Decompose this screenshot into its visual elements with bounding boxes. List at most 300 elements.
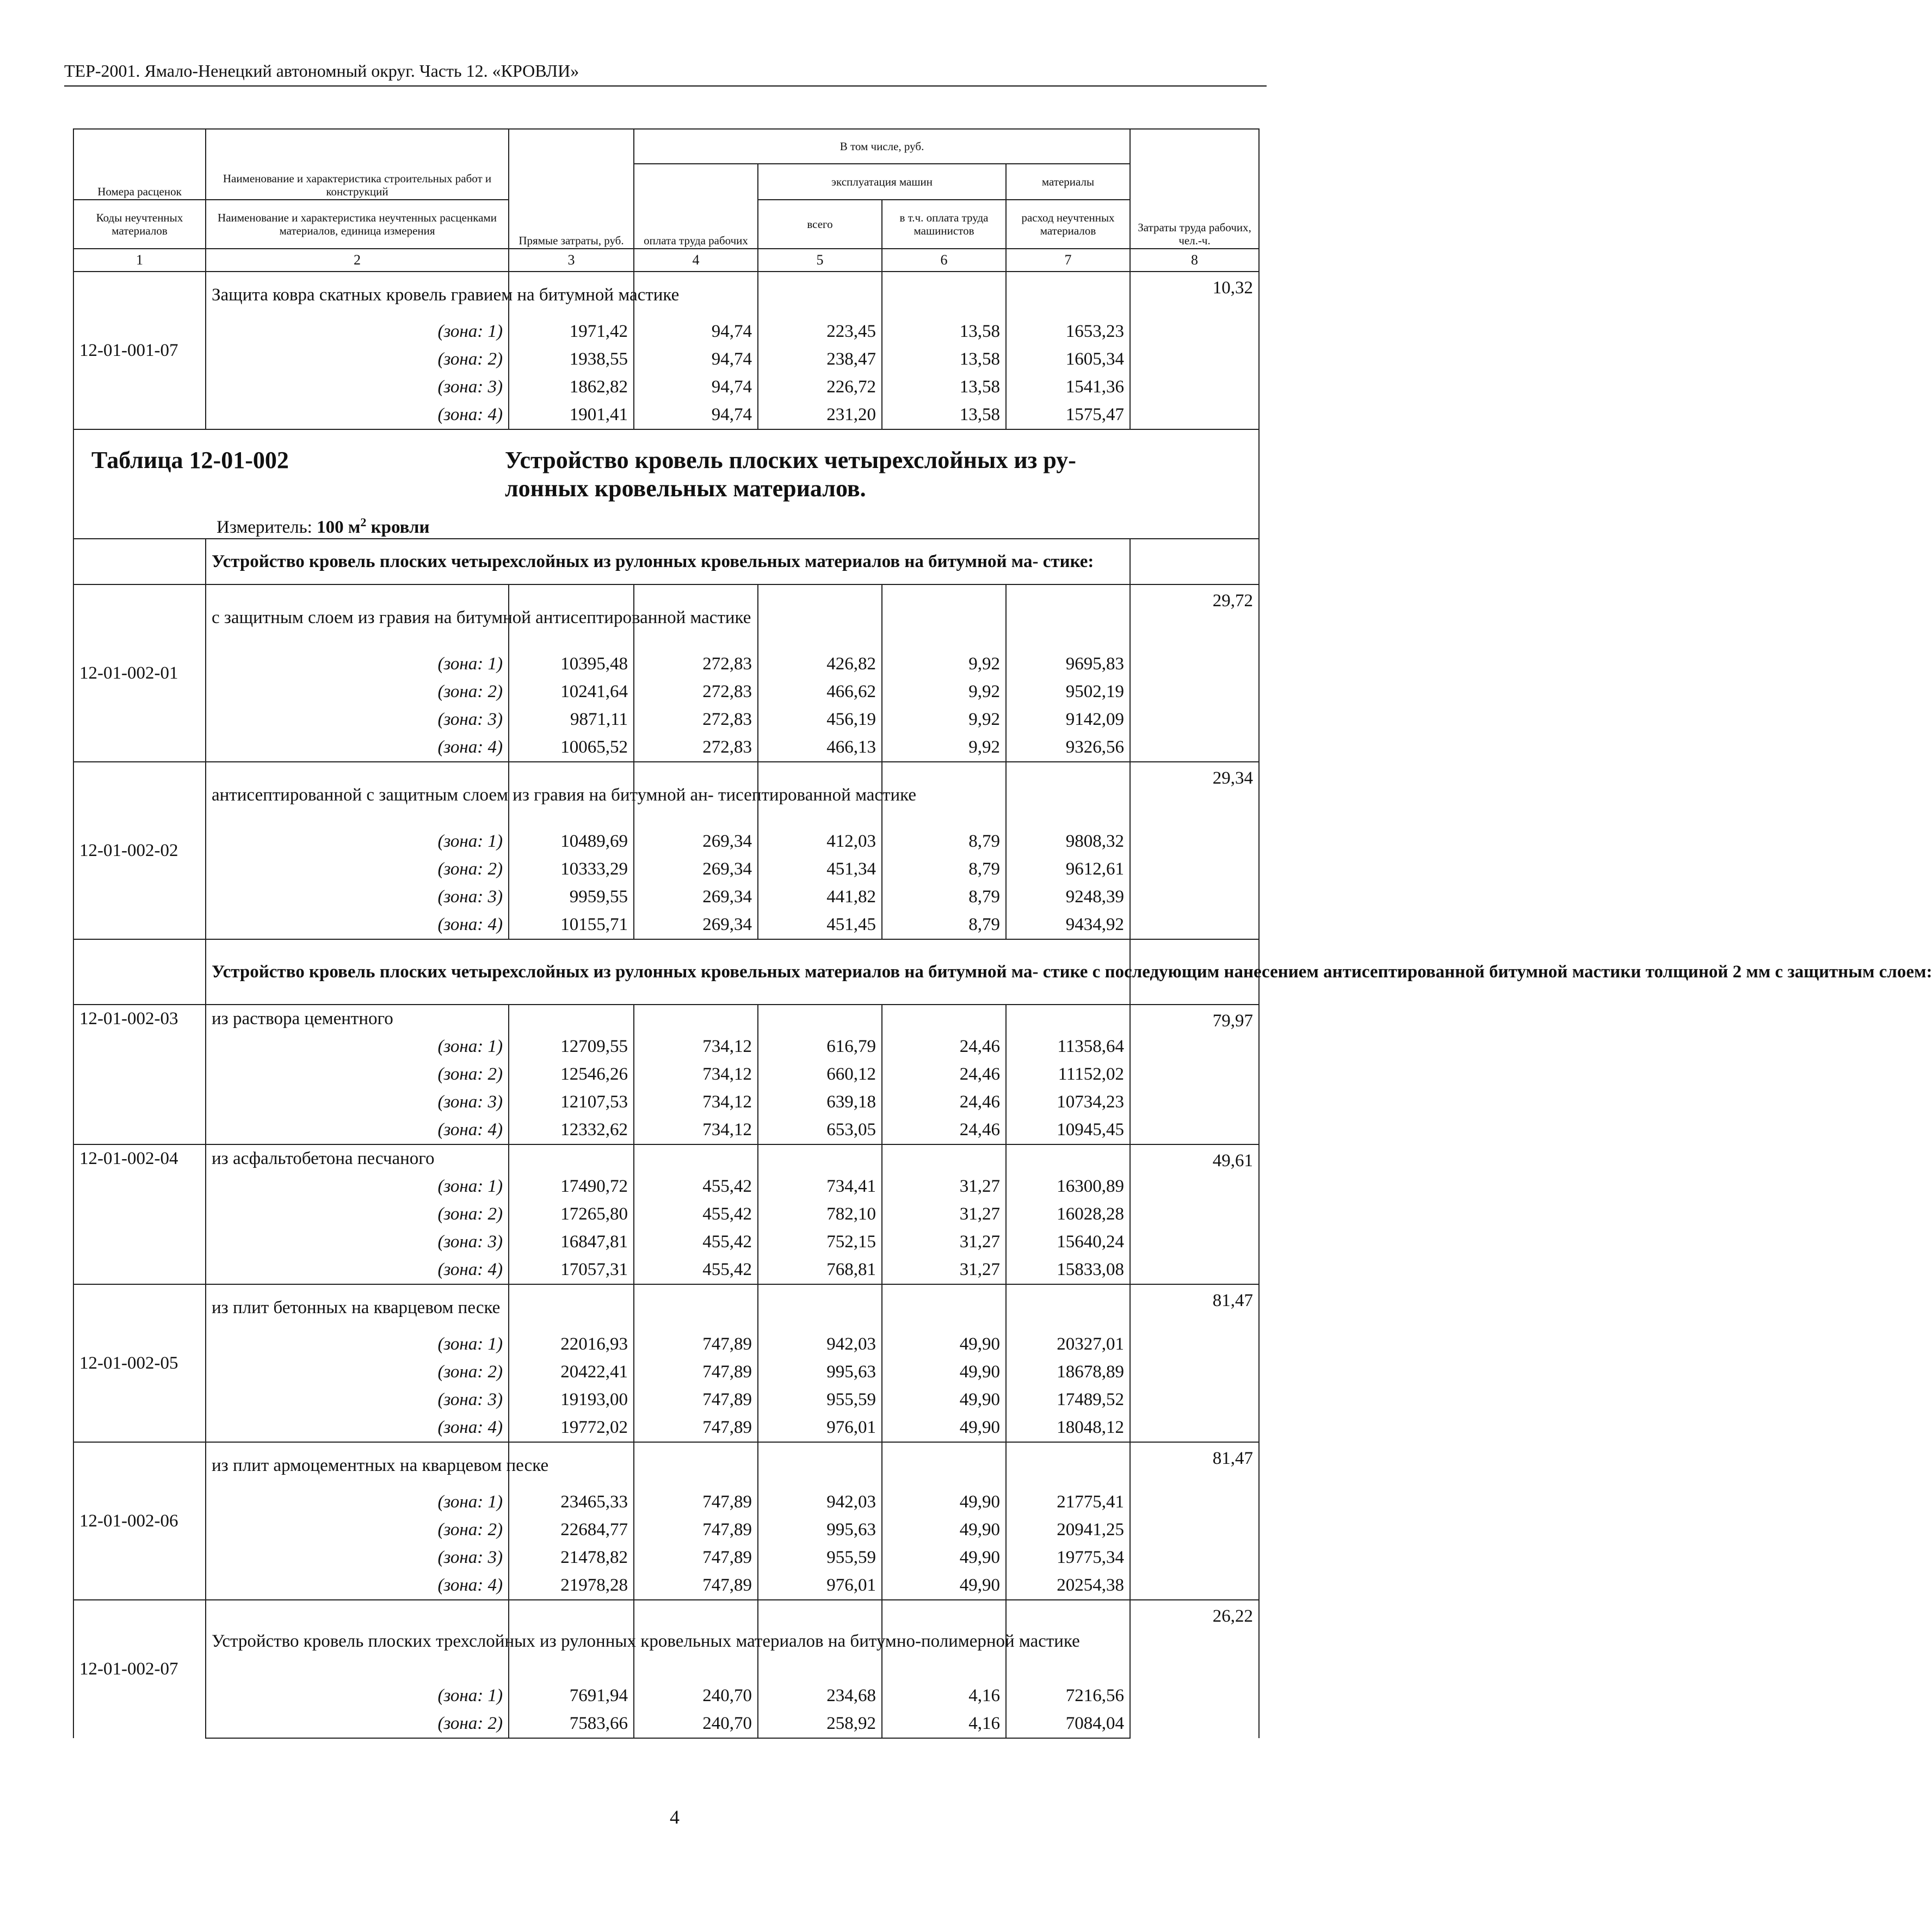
operator-pay-value: 24,46 [882,1088,1006,1116]
col-number: 4 [634,249,758,272]
rate-row [73,1442,1259,1488]
materials-value: 10734,23 [1006,1088,1130,1116]
materials-value: 11152,02 [1006,1061,1130,1088]
col-number: 7 [1006,249,1130,272]
zone-label: (зона: 4) [206,401,509,429]
worker-pay-value: 272,83 [634,706,758,734]
zone-row [73,828,1259,855]
empty-cell [1006,1442,1130,1488]
zone-row [73,1488,1259,1516]
worker-pay-value: 455,42 [634,1173,758,1200]
col-number: 8 [1130,249,1259,272]
zone-row [73,1061,1259,1088]
zone-label: (зона: 3) [206,1386,509,1414]
unaccounted-materials-header: расход неучтенных материалов [1006,200,1130,249]
empty-cell [1006,1005,1130,1033]
materials-value: 20327,01 [1006,1331,1130,1358]
direct-costs-value: 21478,82 [509,1544,634,1572]
operator-pay-value: 13,58 [882,373,1006,401]
operator-pay-value: 24,46 [882,1061,1006,1088]
work-name: из раствора цементного [206,1005,509,1033]
worker-pay-value: 269,34 [634,855,758,883]
operator-pay-value: 13,58 [882,346,1006,373]
zone-row [73,706,1259,734]
work-name: из плит бетонных на кварцевом песке [206,1284,509,1331]
operator-pay-value: 49,90 [882,1572,1006,1600]
machines-total-value: 752,15 [758,1228,882,1256]
material-names-header: Наименование и характеристика неучтенных расценками материалов, единица измерения [206,200,509,249]
worker-pay-value: 747,89 [634,1544,758,1572]
direct-costs-value: 12546,26 [509,1061,634,1088]
direct-costs-value: 17057,31 [509,1256,634,1284]
zone-row [73,1088,1259,1116]
meter-label: Измеритель: [217,518,312,537]
rate-code: 12-01-001-07 [73,272,206,429]
worker-pay-value: 455,42 [634,1228,758,1256]
zone-row [73,346,1259,373]
empty-cell [882,584,1006,650]
machines-total-value: 616,79 [758,1033,882,1061]
empty-cell [1006,1284,1130,1331]
rate-code: 12-01-002-07 [73,1600,206,1738]
materials-value: 11358,64 [1006,1033,1130,1061]
machines-total-value: 995,63 [758,1358,882,1386]
zone-label: (зона: 1) [206,1682,509,1710]
zone-row [73,911,1259,939]
empty-cell [1006,584,1130,650]
operator-pay-value: 49,90 [882,1414,1006,1442]
direct-costs-value: 12332,62 [509,1116,634,1144]
zone-row [73,401,1259,429]
section-heading: Устройство кровель плоских четырехслойных из рулонных кровельных материалов на битумной ма- стике с последующим нанесением антисептированной битумной мастики толщиной 2 мм с защитным слоем: [206,939,1130,1005]
empty-cell [634,1284,758,1331]
machines-total-value: 466,13 [758,734,882,762]
zone-label: (зона: 4) [206,911,509,939]
machines-total-value: 639,18 [758,1088,882,1116]
direct-costs-value: 12107,53 [509,1088,634,1116]
labor-costs: 81,47 [1130,1284,1259,1442]
machines-total-value: 258,92 [758,1710,882,1738]
rate-row [73,272,1259,318]
worker-pay-value: 747,89 [634,1331,758,1358]
zone-label: (зона: 1) [206,828,509,855]
direct-costs-value: 10241,64 [509,678,634,706]
rate-row [73,584,1259,650]
empty-cell [758,1005,882,1033]
zone-row [73,1173,1259,1200]
direct-costs-header: Прямые затраты, руб. [509,129,634,249]
materials-value: 7084,04 [1006,1710,1130,1738]
materials-value: 1541,36 [1006,373,1130,401]
zone-label: (зона: 2) [206,1061,509,1088]
zone-label: (зона: 3) [206,1088,509,1116]
operator-pay-value: 24,46 [882,1116,1006,1144]
machines-total-value: 226,72 [758,373,882,401]
zone-row [73,318,1259,346]
section-row [73,539,1259,584]
labor-costs: 81,47 [1130,1442,1259,1600]
zone-label: (зона: 4) [206,1256,509,1284]
rate-numbers-header: Номера расценок [73,129,206,200]
direct-costs-value: 9871,11 [509,706,634,734]
zone-label: (зона: 4) [206,1572,509,1600]
labor-costs-header: Затраты труда рабочих, чел.-ч. [1130,129,1259,249]
direct-costs-value: 22684,77 [509,1516,634,1544]
section-row [73,939,1259,1005]
zone-row [73,650,1259,678]
meter-unit: кровли [371,518,430,537]
operator-pay-value: 49,90 [882,1516,1006,1544]
worker-pay-header: оплата труда рабочих [634,164,758,249]
operator-pay-value: 9,92 [882,678,1006,706]
direct-costs-value: 16847,81 [509,1228,634,1256]
rate-code: 12-01-002-02 [73,762,206,939]
worker-pay-value: 747,89 [634,1488,758,1516]
worker-pay-value: 747,89 [634,1572,758,1600]
col-number: 1 [73,249,206,272]
zone-row [73,1200,1259,1228]
rate-row [73,1600,1259,1682]
labor-costs: 26,22 [1130,1600,1259,1738]
worker-pay-value: 734,12 [634,1033,758,1061]
machines-total-value: 976,01 [758,1414,882,1442]
work-name: с защитным слоем из гравия на битумной антисептированной мастике [206,584,509,650]
empty-cell [1006,1144,1130,1173]
operator-pay-value: 4,16 [882,1710,1006,1738]
materials-value: 20941,25 [1006,1516,1130,1544]
direct-costs-value: 20422,41 [509,1358,634,1386]
table-header [73,129,1259,272]
rate-code: 12-01-002-05 [73,1284,206,1442]
zone-row [73,1414,1259,1442]
empty-cell [1006,762,1130,828]
zone-label: (зона: 2) [206,1200,509,1228]
labor-costs: 49,61 [1130,1144,1259,1284]
rate-code: 12-01-002-04 [73,1144,206,1284]
zone-row [73,883,1259,911]
work-name: из плит армоцементных на кварцевом песке [206,1442,509,1488]
operator-pay-value: 13,58 [882,401,1006,429]
direct-costs-value: 1901,41 [509,401,634,429]
table-caption: Таблица 12-01-002 [91,447,289,473]
empty-cell [882,1144,1006,1173]
machines-total-value: 234,68 [758,1682,882,1710]
empty-cell [882,1284,1006,1331]
zone-row [73,1710,1259,1738]
operator-pay-value: 49,90 [882,1331,1006,1358]
worker-pay-value: 272,83 [634,678,758,706]
worker-pay-value: 269,34 [634,911,758,939]
machines-total-value: 426,82 [758,650,882,678]
machines-total-value: 782,10 [758,1200,882,1228]
empty-cell [882,1442,1006,1488]
work-name-header: Наименование и характеристика строительных работ и конструкций [206,129,509,200]
operator-pay-value: 49,90 [882,1386,1006,1414]
operator-pay-value: 49,90 [882,1358,1006,1386]
direct-costs-value: 1862,82 [509,373,634,401]
worker-pay-value: 94,74 [634,401,758,429]
zone-label: (зона: 2) [206,346,509,373]
materials-header: материалы [1006,164,1130,200]
zone-label: (зона: 1) [206,650,509,678]
empty-cell [758,1284,882,1331]
col-number: 2 [206,249,509,272]
operator-pay-header: в т.ч. оплата труда машинистов [882,200,1006,249]
zone-label: (зона: 2) [206,1710,509,1738]
empty-cell [509,1284,634,1331]
meter-sup: 2 [360,515,367,529]
zone-label: (зона: 4) [206,1116,509,1144]
empty-cell [758,584,882,650]
materials-value: 20254,38 [1006,1572,1130,1600]
direct-costs-value: 10333,29 [509,855,634,883]
worker-pay-value: 94,74 [634,318,758,346]
worker-pay-value: 272,83 [634,650,758,678]
empty-cell [1130,539,1259,584]
materials-value: 9248,39 [1006,883,1130,911]
rate-row [73,762,1259,828]
worker-pay-value: 94,74 [634,346,758,373]
worker-pay-value: 747,89 [634,1386,758,1414]
machines-total-value: 466,62 [758,678,882,706]
labor-costs: 29,34 [1130,762,1259,939]
machines-total-value: 441,82 [758,883,882,911]
empty-cell [73,939,206,1005]
rate-code: 12-01-002-03 [73,1005,206,1144]
operator-pay-value: 31,27 [882,1228,1006,1256]
direct-costs-value: 10489,69 [509,828,634,855]
total-header: всего [758,200,882,249]
materials-value: 16028,28 [1006,1200,1130,1228]
incl-rub-header: В том числе, руб. [634,129,1130,164]
zone-row [73,373,1259,401]
machines-total-value: 238,47 [758,346,882,373]
labor-costs: 79,97 [1130,1005,1259,1144]
materials-value: 9326,56 [1006,734,1130,762]
materials-value: 18678,89 [1006,1358,1130,1386]
materials-value: 1575,47 [1006,401,1130,429]
zone-label: (зона: 2) [206,1516,509,1544]
machines-total-value: 942,03 [758,1331,882,1358]
meter-value: 100 м [317,518,361,537]
empty-cell [634,1005,758,1033]
operator-pay-value: 4,16 [882,1682,1006,1710]
materials-value: 16300,89 [1006,1173,1130,1200]
direct-costs-value: 9959,55 [509,883,634,911]
empty-cell [758,1442,882,1488]
machines-total-value: 412,03 [758,828,882,855]
machines-total-value: 942,03 [758,1488,882,1516]
materials-value: 15640,24 [1006,1228,1130,1256]
machines-total-value: 231,20 [758,401,882,429]
col-number: 5 [758,249,882,272]
operator-pay-value: 31,27 [882,1256,1006,1284]
empty-cell [758,1144,882,1173]
zone-label: (зона: 1) [206,1033,509,1061]
zone-label: (зона: 3) [206,1228,509,1256]
direct-costs-value: 12709,55 [509,1033,634,1061]
operator-pay-value: 8,79 [882,855,1006,883]
direct-costs-value: 17490,72 [509,1173,634,1200]
machine-ops-header: эксплуатация машин [758,164,1006,200]
materials-value: 10945,45 [1006,1116,1130,1144]
worker-pay-value: 734,12 [634,1061,758,1088]
zone-label: (зона: 2) [206,1358,509,1386]
direct-costs-value: 1938,55 [509,346,634,373]
empty-cell [73,539,206,584]
zone-label: (зона: 3) [206,706,509,734]
zone-label: (зона: 2) [206,855,509,883]
table-heading: Устройство кровель плоских четырехслойных из ру- лонных кровельных материалов. [505,447,1076,502]
materials-value: 9502,19 [1006,678,1130,706]
machines-total-value: 223,45 [758,318,882,346]
zone-row [73,734,1259,762]
direct-costs-value: 1971,42 [509,318,634,346]
zone-row [73,1228,1259,1256]
machines-total-value: 768,81 [758,1256,882,1284]
worker-pay-value: 240,70 [634,1682,758,1710]
page-number: 4 [670,1806,680,1828]
table-title-row [73,429,1259,539]
operator-pay-value: 13,58 [882,318,1006,346]
zone-row [73,1682,1259,1710]
machines-total-value: 451,34 [758,855,882,883]
direct-costs-value: 10395,48 [509,650,634,678]
empty-cell [509,1005,634,1033]
zone-row [73,1516,1259,1544]
direct-costs-value: 10155,71 [509,911,634,939]
zone-row [73,1572,1259,1600]
materials-value: 18048,12 [1006,1414,1130,1442]
machines-total-value: 955,59 [758,1544,882,1572]
work-name: из асфальтобетона песчаного [206,1144,509,1173]
labor-costs: 10,32 [1130,272,1259,429]
direct-costs-value: 19193,00 [509,1386,634,1414]
worker-pay-value: 269,34 [634,883,758,911]
zone-row [73,1256,1259,1284]
rate-code: 12-01-002-06 [73,1442,206,1600]
machines-total-value: 995,63 [758,1516,882,1544]
direct-costs-value: 10065,52 [509,734,634,762]
materials-value: 9434,92 [1006,911,1130,939]
machines-total-value: 734,41 [758,1173,882,1200]
zone-row [73,1358,1259,1386]
direct-costs-value: 22016,93 [509,1331,634,1358]
zone-row [73,1033,1259,1061]
worker-pay-value: 269,34 [634,828,758,855]
operator-pay-value: 49,90 [882,1544,1006,1572]
zone-label: (зона: 1) [206,318,509,346]
empty-cell [882,1005,1006,1033]
operator-pay-value: 31,27 [882,1173,1006,1200]
rate-code: 12-01-002-01 [73,584,206,762]
col-number: 3 [509,249,634,272]
work-name: Защита ковра скатных кровель гравием на битумной мастике [206,272,509,318]
empty-cell [634,1144,758,1173]
materials-value: 9142,09 [1006,706,1130,734]
worker-pay-value: 240,70 [634,1710,758,1738]
table-title-cell [73,429,1259,539]
machines-total-value: 955,59 [758,1386,882,1414]
zone-label: (зона: 1) [206,1331,509,1358]
work-name: антисептированной с защитным слоем из гравия на битумной ан- тисептированной мастике [206,762,509,828]
machines-total-value: 653,05 [758,1116,882,1144]
worker-pay-value: 734,12 [634,1116,758,1144]
zone-label: (зона: 3) [206,373,509,401]
machines-total-value: 976,01 [758,1572,882,1600]
materials-value: 9612,61 [1006,855,1130,883]
operator-pay-value: 49,90 [882,1488,1006,1516]
operator-pay-value: 8,79 [882,828,1006,855]
direct-costs-value: 17265,80 [509,1200,634,1228]
operator-pay-value: 8,79 [882,883,1006,911]
zone-label: (зона: 4) [206,1414,509,1442]
worker-pay-value: 747,89 [634,1516,758,1544]
meter-line [79,508,1253,538]
zone-row [73,1386,1259,1414]
empty-cell [634,1442,758,1488]
worker-pay-value: 455,42 [634,1256,758,1284]
operator-pay-value: 31,27 [882,1200,1006,1228]
materials-value: 1653,23 [1006,318,1130,346]
operator-pay-value: 8,79 [882,911,1006,939]
materials-value: 7216,56 [1006,1682,1130,1710]
machines-total-value: 456,19 [758,706,882,734]
empty-cell [758,272,882,318]
material-codes-header: Коды неучтенных материалов [73,200,206,249]
zone-label: (зона: 1) [206,1488,509,1516]
work-name: Устройство кровель плоских трехслойных из рулонных кровельных материалов на битумно-полимерной мастике [206,1600,509,1682]
col-number: 6 [882,249,1006,272]
direct-costs-value: 23465,33 [509,1488,634,1516]
zone-row [73,1116,1259,1144]
materials-value: 21775,41 [1006,1488,1130,1516]
machines-total-value: 660,12 [758,1061,882,1088]
operator-pay-value: 9,92 [882,734,1006,762]
direct-costs-value: 21978,28 [509,1572,634,1600]
empty-cell [882,272,1006,318]
worker-pay-value: 272,83 [634,734,758,762]
zone-row [73,1544,1259,1572]
worker-pay-value: 734,12 [634,1088,758,1116]
materials-value: 15833,08 [1006,1256,1130,1284]
zone-row [73,855,1259,883]
materials-value: 9808,32 [1006,828,1130,855]
rate-row [73,1284,1259,1331]
empty-cell [509,1144,634,1173]
rate-row [73,1005,1259,1033]
materials-value: 1605,34 [1006,346,1130,373]
direct-costs-value: 7691,94 [509,1682,634,1710]
zone-label: (зона: 2) [206,678,509,706]
operator-pay-value: 9,92 [882,706,1006,734]
empty-cell [1006,272,1130,318]
operator-pay-value: 9,92 [882,650,1006,678]
price-table [73,128,1932,1739]
zone-label: (зона: 4) [206,734,509,762]
zone-label: (зона: 3) [206,883,509,911]
section-heading: Устройство кровель плоских четырехслойных из рулонных кровельных материалов на битумной ма- стике: [206,539,1130,584]
zone-row [73,1331,1259,1358]
operator-pay-value: 24,46 [882,1033,1006,1061]
worker-pay-value: 455,42 [634,1200,758,1228]
worker-pay-value: 747,89 [634,1414,758,1442]
direct-costs-value: 19772,02 [509,1414,634,1442]
worker-pay-value: 94,74 [634,373,758,401]
zone-label: (зона: 3) [206,1544,509,1572]
labor-costs: 29,72 [1130,584,1259,762]
materials-value: 17489,52 [1006,1386,1130,1414]
